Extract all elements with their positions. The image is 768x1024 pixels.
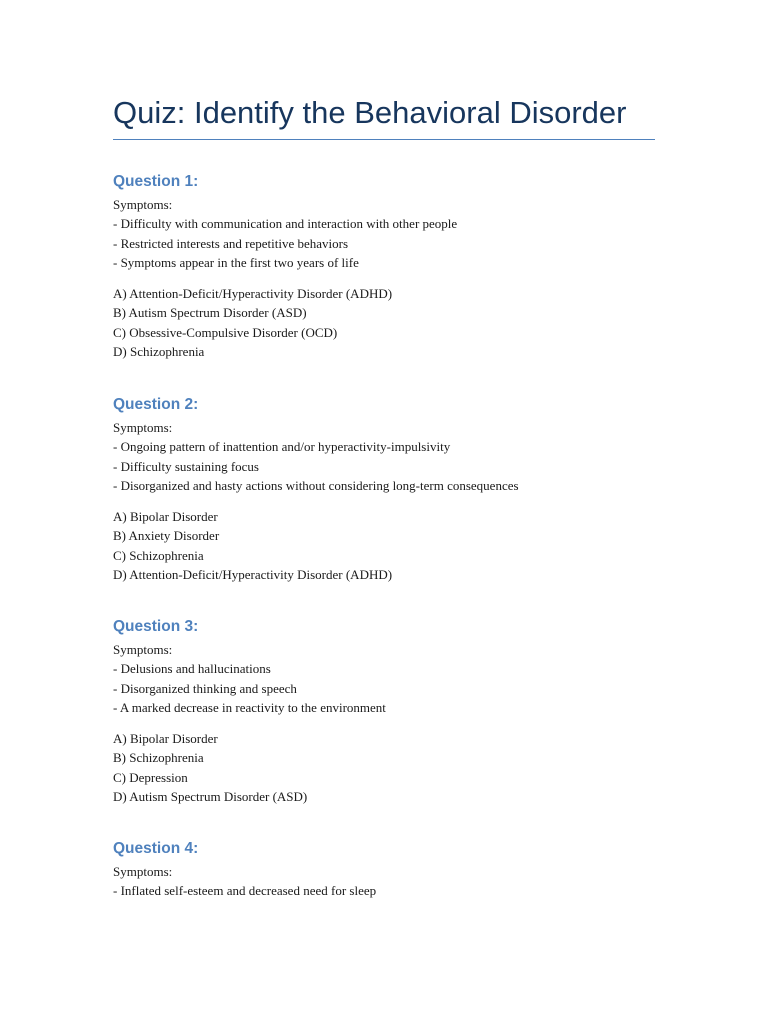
answer-option: C) Depression <box>113 769 188 785</box>
symptom-item: - Symptoms appear in the first two years of life <box>113 254 359 270</box>
answer-option: B) Anxiety Disorder <box>113 528 220 544</box>
question-3 <box>113 617 655 806</box>
symptom-list <box>113 659 655 717</box>
answer-option: C) Obsessive-Compulsive Disorder (OCD) <box>113 324 338 340</box>
page-title: Quiz: Identify the Behavioral Disorder <box>113 95 627 130</box>
symptom-item: - Inflated self-esteem and decreased need for sleep <box>113 883 377 899</box>
question-heading: Question 3: <box>113 618 199 635</box>
symptom-item: - Disorganized and hasty actions without considering long-term consequences <box>113 477 519 493</box>
question-2 <box>113 395 655 584</box>
question-heading: Question 4: <box>113 840 199 857</box>
answer-option: A) Bipolar Disorder <box>113 731 218 747</box>
answer-option: A) Bipolar Disorder <box>113 509 218 525</box>
answer-option: B) Autism Spectrum Disorder (ASD) <box>113 305 307 321</box>
answer-options <box>113 507 655 584</box>
symptoms-label: Symptoms: <box>113 420 173 435</box>
symptom-item: - Difficulty sustaining focus <box>113 458 259 474</box>
title-divider <box>113 139 655 140</box>
answer-option: C) Schizophrenia <box>113 547 204 563</box>
symptoms-label: Symptoms: <box>113 864 173 879</box>
answer-option: D) Attention-Deficit/Hyperactivity Disorder (ADHD) <box>113 567 393 583</box>
answer-option: A) Attention-Deficit/Hyperactivity Disorder (ADHD) <box>113 286 393 302</box>
symptom-list <box>113 437 655 495</box>
question-1 <box>113 172 655 361</box>
question-heading: Question 2: <box>113 396 199 413</box>
question-heading: Question 1: <box>113 173 199 190</box>
symptom-list <box>113 881 655 900</box>
symptom-item: - Restricted interests and repetitive behaviors <box>113 235 349 251</box>
symptom-item: - Ongoing pattern of inattention and/or hyperactivity-impulsivity <box>113 439 451 455</box>
symptom-item: - Delusions and hallucinations <box>113 661 271 677</box>
answer-option: D) Schizophrenia <box>113 344 205 360</box>
answer-options <box>113 284 655 361</box>
answer-option: D) Autism Spectrum Disorder (ASD) <box>113 789 308 805</box>
question-4 <box>113 839 655 901</box>
answer-option: B) Schizophrenia <box>113 750 204 766</box>
answer-options <box>113 729 655 806</box>
symptom-item: - Disorganized thinking and speech <box>113 680 297 696</box>
symptoms-label: Symptoms: <box>113 197 173 212</box>
symptom-item: - A marked decrease in reactivity to the environment <box>113 699 386 715</box>
symptoms-label: Symptoms: <box>113 642 173 657</box>
symptom-list <box>113 214 655 272</box>
symptom-item: - Difficulty with communication and interaction with other people <box>113 216 458 232</box>
